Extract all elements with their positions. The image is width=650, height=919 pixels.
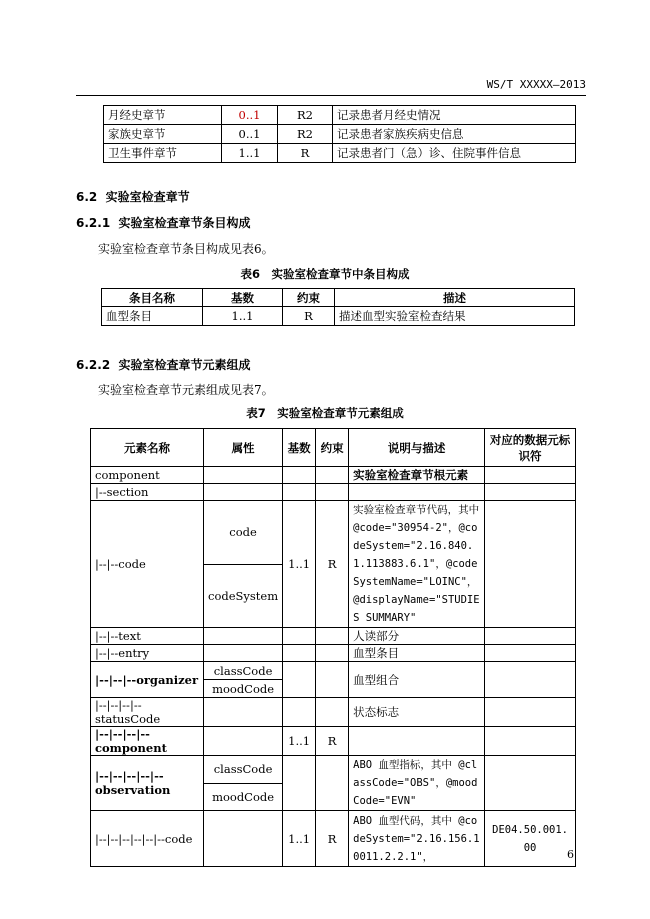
section-title: 实验室检查章节元素组成: [118, 358, 251, 372]
table-row: [91, 501, 576, 565]
element-name: |--|--|--|--component: [91, 727, 204, 756]
table-header-row: [102, 289, 575, 307]
standard-code: WS/T XXXXX—2013: [486, 78, 586, 91]
table-row: [91, 811, 576, 867]
table-row: [104, 125, 576, 144]
element-attr: code: [204, 501, 283, 565]
column-header: 约束: [316, 429, 349, 467]
element-attr: classCode: [204, 662, 283, 680]
row-constraint: R2: [278, 125, 333, 144]
row-desc: 记录患者门（急）诊、住院事件信息: [333, 144, 576, 163]
element-desc: 实验室检查章节根元素: [349, 467, 485, 484]
table6-caption: 表6 实验室检查章节中条目构成: [240, 267, 410, 281]
header-rule: [76, 95, 586, 96]
column-header: 约束: [283, 289, 335, 307]
section-title: 实验室检查章节: [105, 190, 190, 204]
table-row: [91, 628, 576, 645]
table-row: [104, 106, 576, 125]
table-row: [91, 645, 576, 662]
section-number: 6.2: [76, 190, 98, 204]
table-row: [91, 698, 576, 727]
element-attr: moodCode: [204, 783, 283, 811]
element-card: 1..1: [283, 727, 316, 756]
column-header: 对应的数据元标识符: [485, 429, 576, 467]
element-desc: 血型组合: [349, 662, 485, 698]
row-constraint: R: [278, 144, 333, 163]
element-name: |--|--|--organizer: [91, 662, 204, 698]
row-card: 1..1: [203, 307, 283, 326]
element-desc: 血型条目: [349, 645, 485, 662]
element-desc: 实验室检查章节代码，其中 @code="30954-2"，@codeSystem="2.16.840.1.113883.6.1"，@codeSystemName="LOINC"，@displayName="STUDIES SUMMARY": [349, 501, 485, 628]
row-desc: 记录患者家族疾病史信息: [333, 125, 576, 144]
row-name: 月经史章节: [104, 106, 222, 125]
table7-caption: 表7 实验室检查章节元素组成: [246, 406, 404, 420]
element-constraint: R: [316, 501, 349, 628]
element-attr: classCode: [204, 756, 283, 784]
element-desc: 状态标志: [349, 698, 485, 727]
section-number: 6.2.2: [76, 358, 111, 372]
table-row: [102, 307, 575, 326]
element-name: |--|--text: [91, 628, 204, 645]
data-element-id: DE04.50.001.00: [485, 811, 576, 867]
element-constraint: R: [316, 727, 349, 756]
row-desc: 描述血型实验室检查结果: [335, 307, 575, 326]
section-heading-6-2: [76, 188, 190, 205]
table-top: [103, 105, 576, 163]
section-number: 6.2.1: [76, 216, 111, 230]
element-attr: moodCode: [204, 680, 283, 698]
row-desc: 记录患者月经史情况: [333, 106, 576, 125]
element-name: |--|--|--|--|--observation: [91, 756, 204, 811]
element-name: |--|--|--|--statusCode: [91, 698, 204, 727]
element-name: |--|--code: [91, 501, 204, 628]
element-name: |--section: [91, 484, 204, 501]
column-header: 描述: [335, 289, 575, 307]
section-heading-6-2-1: [76, 214, 251, 231]
table-row: [91, 484, 576, 501]
element-name: |--|--entry: [91, 645, 204, 662]
page-number: 6: [567, 848, 574, 861]
column-header: 元素名称: [91, 429, 204, 467]
element-desc: ABO 血型指标，其中 @classCode="OBS"，@moodCode="EVN": [349, 756, 485, 811]
row-card: 0..1: [222, 106, 278, 125]
column-header: 条目名称: [102, 289, 203, 307]
table-row: [91, 756, 576, 784]
row-name: 卫生事件章节: [104, 144, 222, 163]
element-card: 1..1: [283, 501, 316, 628]
element-desc: 人读部分: [349, 628, 485, 645]
table-row: [91, 467, 576, 484]
column-header: 说明与描述: [349, 429, 485, 467]
row-name: 血型条目: [102, 307, 203, 326]
column-header: 基数: [203, 289, 283, 307]
column-header: 基数: [283, 429, 316, 467]
table-row: [91, 727, 576, 756]
element-attr: codeSystem: [204, 564, 283, 628]
element-desc: ABO 血型代码，其中 @codeSystem="2.16.156.10011.2.2.1"，: [349, 811, 485, 867]
element-card: 1..1: [283, 811, 316, 867]
table7: [90, 428, 576, 867]
element-constraint: R: [316, 811, 349, 867]
table-header-row: [91, 429, 576, 467]
row-constraint: R: [283, 307, 335, 326]
section-title: 实验室检查章节条目构成: [118, 216, 251, 230]
element-name: |--|--|--|--|--|--code: [91, 811, 204, 867]
paragraph: 实验室检查章节条目构成见表6。: [98, 242, 274, 256]
table6: [101, 288, 575, 326]
column-header: 属性: [204, 429, 283, 467]
element-name: component: [91, 467, 204, 484]
table-row: [91, 662, 576, 680]
row-card: 0..1: [222, 125, 278, 144]
row-constraint: R2: [278, 106, 333, 125]
table-row: [104, 144, 576, 163]
row-name: 家族史章节: [104, 125, 222, 144]
row-card: 1..1: [222, 144, 278, 163]
paragraph: 实验室检查章节元素组成见表7。: [98, 383, 274, 397]
section-heading-6-2-2: [76, 356, 251, 373]
